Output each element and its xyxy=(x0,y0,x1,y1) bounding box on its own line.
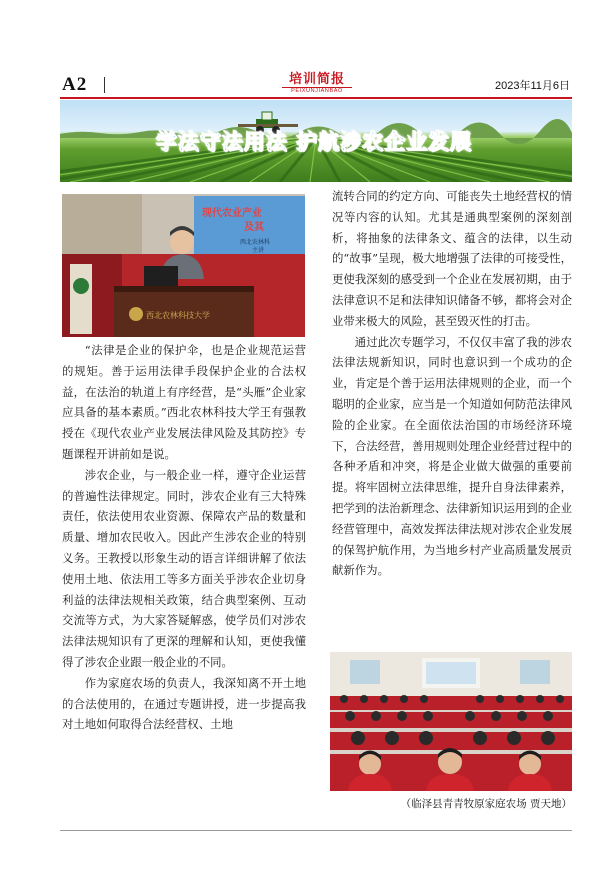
page-number-divider xyxy=(104,77,105,93)
header-rule xyxy=(60,97,572,99)
banner-title: 学法守法用法 护航涉农企业发展 xyxy=(156,130,473,154)
paragraph: 作为家庭农场的负责人，我深知离不开土地的合法使用的，在通过专题讲授，进一步提高我对土地如何取得合法经营权、土地 xyxy=(62,675,306,732)
article-left-column xyxy=(62,340,306,735)
classroom-photo xyxy=(330,652,572,791)
footer-rule xyxy=(60,830,572,831)
masthead-title: 培训简报 xyxy=(288,72,345,87)
page-number: A2 xyxy=(62,74,88,95)
paragraph: “法律是企业的保护伞，也是企业规范运营的规矩。善于运用法律手段保护企业的合法权益，在法治的轨道上有序经营，是“头雁”企业家应具备的基本素质。”西北农林科技大学王有强教授在《现代农业产业发展法律风险及其防控》专题课程开讲前如是说。 xyxy=(62,343,306,461)
podium-text: 西北农林科技大学 xyxy=(146,311,210,320)
paragraph: 流转合同的约定方向、可能丧失土地经营权的情况等内容的认知。尤其是通典型案例的深刻剖析，将抽象的法律条文、蕴含的法律，以生动的“故事”呈现，极大地增强了法律的可接受性，更使我深刻的感受到一个企业在发展初期，由于法律意识不足和法律知识储备不够，都将会对企业带来极大的风险，甚至毁灭性的打击。 xyxy=(332,189,572,328)
slide-title-line2: 及其 xyxy=(244,222,264,233)
slide-sub1: 西北农林科 xyxy=(240,239,271,246)
photo-caption: （临泽县青青牧原家庭农场 贾天地） xyxy=(400,798,572,810)
page-header xyxy=(60,74,572,96)
lecture-photo xyxy=(62,194,305,337)
paragraph: 通过此次专题学习，不仅仅丰富了我的涉农法律法规新知识，同时也意识到一个成功的企业，肯定是个善于运用法律规则的企业，而一个聪明的企业家，应当是一个知道如何防范法律风险的企业家。在全面依法治国的市场经济环境下，合法经营，善用规则处理企业经营过程中的各种矛盾和冲突，将是企业做大做强的重要前提。将牢固树立法律思维，提升自身法律素养，把学到的法治新理念、法律新知识运用到的企业经营管理中，高效发挥法律法规对涉农企业发展的保驾护航作用，为当地乡村产业高质量发展贡献新作为。 xyxy=(332,334,572,578)
slide-title-line1: 现代农业产业 xyxy=(202,208,262,219)
slide-sub2: 主讲 xyxy=(252,247,265,254)
issue-date: 2023年11月6日 xyxy=(494,80,570,92)
article-right-column xyxy=(332,186,572,581)
masthead xyxy=(282,72,352,95)
masthead-pinyin: PEIXUNJIANBAO xyxy=(282,87,352,95)
paragraph: 涉农企业，与一般企业一样，遵守企业运营的普遍性法律规定。同时，涉农企业有三大特殊责任，依法使用农业资源、保障农产品的数量和质量、增加农民收入。因此产生涉农企业的特别义务。王教授以形象生动的语言详细讲解了依法使用土地、依法用工等多方面关乎涉农企业切身利益的法律法规相关政策，结合典型案例、互动交流等方式，为大家答疑解惑，使学员们对涉农法律法规知识有了更深的理解和认知，更使我懂得了涉农企业跟一般企业的不同。 xyxy=(62,467,306,669)
banner-image xyxy=(60,100,572,182)
